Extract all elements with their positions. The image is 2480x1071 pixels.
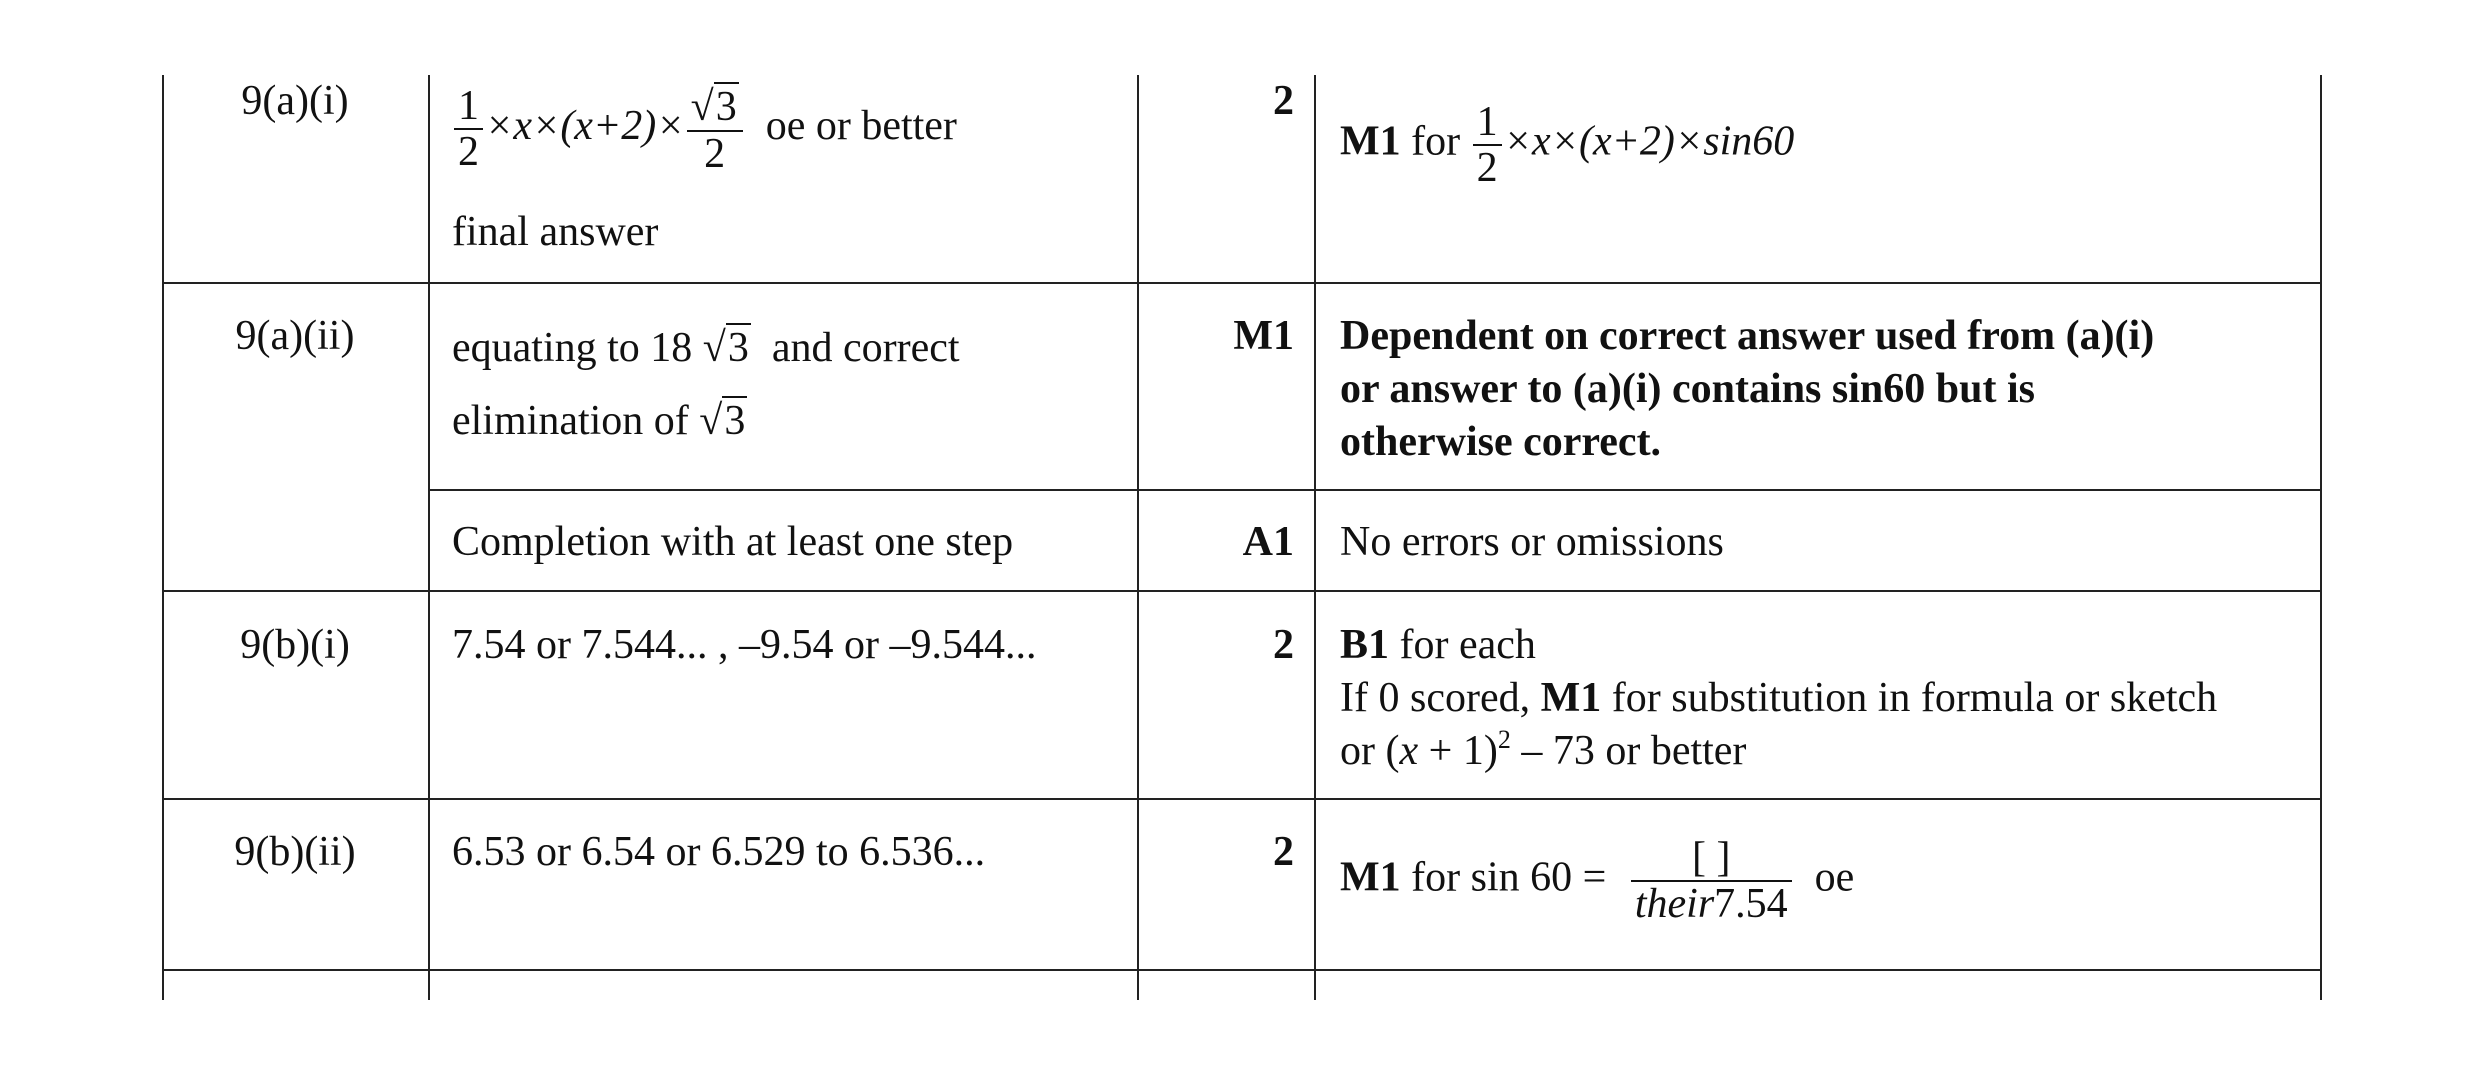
fraction-numerator: [ ] xyxy=(1692,835,1731,881)
answer-text: 6.53 or 6.54 or 6.529 to 6.536... xyxy=(452,829,986,875)
mark-value: M1 xyxy=(1233,313,1294,359)
question-part-label: 9(b)(i) xyxy=(240,622,350,668)
mark-value: 2 xyxy=(1273,78,1294,124)
radicand: 3 xyxy=(727,325,749,371)
sqrt-symbol: √3 xyxy=(702,325,749,371)
question-part-label: 9(a)(ii) xyxy=(235,313,355,359)
mark-cell xyxy=(1140,826,1294,879)
fraction-numerator xyxy=(687,82,743,130)
answer-text: elimination of xyxy=(452,398,689,444)
answer-cell xyxy=(452,516,1013,569)
guidance-text: for sin 60 = xyxy=(1411,854,1607,901)
mark-cell xyxy=(1140,516,1294,569)
mark-cell xyxy=(1140,310,1294,363)
answer-text: 7.54 or 7.544... , –9.54 or –9.544... xyxy=(452,622,1037,668)
mark-value: 2 xyxy=(1273,829,1294,875)
table-divider-3 xyxy=(1314,75,1316,1000)
mark-code: M1 xyxy=(1540,675,1602,721)
answer-text: final answer xyxy=(452,209,659,255)
answer-text: equating to 18 xyxy=(452,325,693,371)
answer-qualifier: oe or better xyxy=(765,102,957,149)
answer-text: and correct xyxy=(771,325,960,371)
guidance-text: – 73 or better xyxy=(1510,728,1747,774)
mark-value: 2 xyxy=(1273,622,1294,668)
guidance-line xyxy=(1340,725,2217,778)
guidance-line: or answer to (a)(i) contains sin60 but is xyxy=(1340,366,2035,412)
answer-line-2 xyxy=(452,395,747,448)
answer-cell xyxy=(452,322,960,375)
question-part xyxy=(164,619,426,672)
exponent: 2 xyxy=(1497,725,1511,754)
fraction-numerator: 1 xyxy=(458,83,479,130)
guidance-line: otherwise correct. xyxy=(1340,419,1662,465)
their-label: their xyxy=(1634,881,1715,928)
guidance-text: for substitution in formula or sketch xyxy=(1611,675,2218,721)
question-part xyxy=(164,826,426,879)
guidance-cell xyxy=(1340,619,2217,778)
mark-cell xyxy=(1140,75,1294,128)
row-separator-5 xyxy=(162,969,2322,971)
table-divider-2 xyxy=(1137,75,1139,1000)
guidance-expression: ×x×(x+2)×sin60 xyxy=(1503,118,1795,165)
denominator-value: 7.54 xyxy=(1714,881,1788,928)
guidance-cell xyxy=(1340,310,2154,469)
guidance-text: No errors or omissions xyxy=(1340,519,1724,565)
fraction-denominator xyxy=(1631,880,1792,926)
variable-x: x xyxy=(1399,728,1419,774)
mark-code: M1 xyxy=(1340,118,1401,165)
question-part-label: 9(a)(i) xyxy=(241,78,349,124)
answer-expression: ×x×(x+2)× xyxy=(485,102,685,149)
guidance-text: or ( xyxy=(1340,728,1400,774)
mark-cell xyxy=(1140,619,1294,672)
fraction-numerator: 1 xyxy=(1476,99,1498,145)
guidance-line xyxy=(1340,619,2217,672)
fraction-denominator: 2 xyxy=(1473,144,1502,190)
radicand: 3 xyxy=(724,398,746,444)
guidance-text: for each xyxy=(1399,622,1536,668)
guidance-cell xyxy=(1340,516,1724,569)
row-separator-4 xyxy=(162,798,2322,800)
fraction-root3-over-2 xyxy=(687,82,743,176)
mark-code: M1 xyxy=(1340,854,1401,901)
guidance-line xyxy=(1340,672,2217,725)
question-part-label: 9(b)(ii) xyxy=(234,829,356,875)
guidance-cell xyxy=(1340,836,1854,926)
mark-code: B1 xyxy=(1340,622,1390,668)
guidance-text: oe xyxy=(1814,854,1855,901)
fraction-denominator: 2 xyxy=(454,128,483,174)
row-separator-2 xyxy=(428,489,2322,491)
row-separator-3 xyxy=(162,590,2322,592)
question-part xyxy=(164,75,426,128)
sqrt-symbol: √3 xyxy=(690,84,737,130)
fraction-half xyxy=(1473,100,1502,190)
table-divider-1 xyxy=(428,75,430,1000)
guidance-text: If 0 scored, xyxy=(1340,675,1531,721)
guidance-cell xyxy=(1340,100,1794,190)
question-part xyxy=(164,310,426,363)
sqrt-symbol: √3 xyxy=(699,398,746,444)
answer-cell xyxy=(452,619,1036,672)
answer-line-2 xyxy=(452,206,658,259)
mark-value: A1 xyxy=(1242,519,1294,565)
fraction-half xyxy=(454,84,483,174)
guidance-text: + 1) xyxy=(1418,728,1498,774)
fraction-denominator: 2 xyxy=(687,130,743,176)
answer-cell xyxy=(452,826,985,879)
guidance-line: Dependent on correct answer used from (a)(i) xyxy=(1340,313,2155,359)
answer-cell xyxy=(452,82,957,176)
table-border-right xyxy=(2320,75,2322,1000)
guidance-text: for xyxy=(1411,118,1461,165)
answer-text: Completion with at least one step xyxy=(452,519,1014,565)
radicand: 3 xyxy=(715,84,737,130)
fraction-bracket-over-their xyxy=(1631,836,1792,926)
row-separator-1 xyxy=(162,282,2322,284)
